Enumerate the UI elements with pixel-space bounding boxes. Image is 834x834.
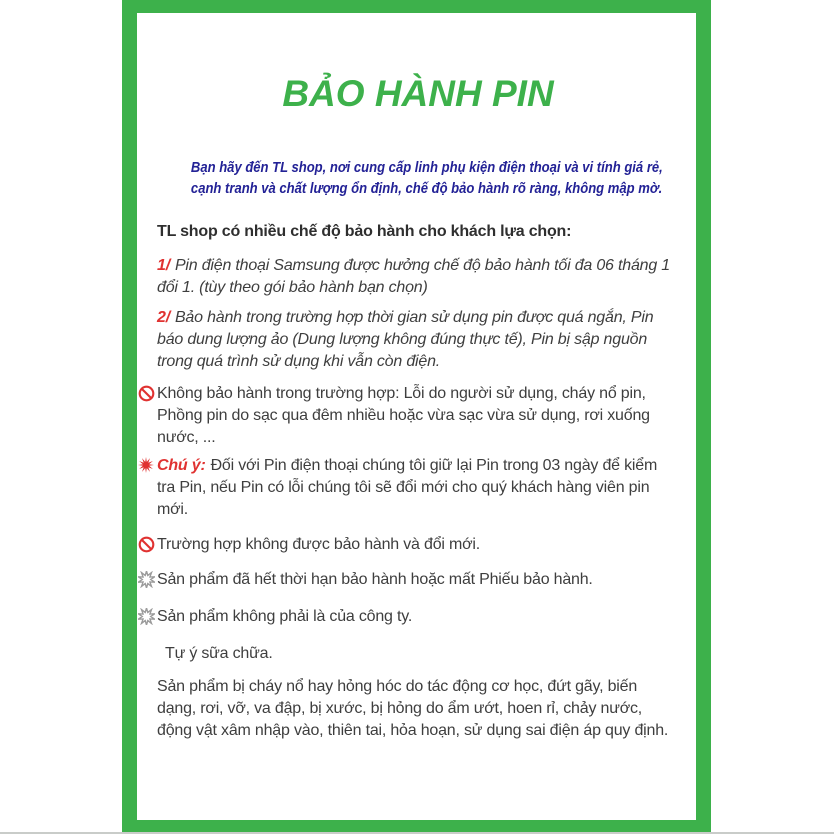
exclusion-text-2: Trường hợp không được bảo hành và đổi mới. (157, 536, 481, 554)
intro-line-2: cạnh tranh và chất lượng ổn định, chế độ bảo hành rõ ràng, không mập mờ. (190, 180, 663, 198)
policy-number-1: 1/ (157, 257, 170, 275)
green-frame (122, 0, 711, 834)
damage-clause-text: Sản phẩm bị cháy nổ hay hỏng hóc do tác động cơ học, đứt gãy, biến dạng, rơi, vỡ, va đập, bị xước, bị hỏng do ẩm ướt, hoen rỉ, chảy nước, động vật xâm nhập vào, thiên tai, hỏa hoạn, sử dụng sai điện áp quy định. (157, 678, 669, 740)
gray-burst-icon (138, 608, 155, 625)
policy-text-1: Pin điện thoại Samsung được hưởng chế độ bảo hành tối đa 06 tháng 1 đổi 1. (tùy theo gói bảo hành bạn chọn) (157, 257, 670, 297)
self-repair-text: Tự ý sữa chữa. (165, 645, 273, 663)
policy-text-2: Bảo hành trong trường hợp thời gian sử dụng pin được quá ngắn, Pin báo dung lượng ảo (Dung lượng không đúng thực tế), Pin bị sập nguồn trong quá trình sử dụng khi vẫn còn điện. (157, 309, 654, 371)
policy-item-2 (157, 307, 679, 373)
void-condition-2 (157, 606, 679, 628)
policy-item-1 (157, 255, 679, 299)
void-condition-text-1: Sản phẩm đã hết thời hạn bảo hành hoặc mất Phiếu bảo hành. (157, 571, 593, 589)
red-burst-icon (138, 457, 155, 474)
note-text: Đối với Pin điện thoại chúng tôi giữ lại Pin trong 03 ngày để kiểm tra Pin, nếu Pin có lỗi chúng tôi sẽ đổi mới cho quý khách hàng viên pin mới. (157, 457, 658, 519)
exclusion-text-1: Không bảo hành trong trường hợp: Lỗi do người sử dụng, cháy nổ pin, Phồng pin do sạc qua đêm nhiều hoặc vừa sạc vừa sử dụng, rơi xuống nước, ... (157, 385, 650, 447)
gray-burst-icon (138, 571, 155, 588)
warranty-page (137, 13, 696, 820)
intro-text (157, 157, 679, 199)
exclusion-item-2 (157, 534, 679, 556)
page-content (137, 72, 696, 742)
void-condition-text-2: Sản phẩm không phải là của công ty. (157, 608, 413, 626)
void-condition-1 (157, 569, 679, 591)
policy-number-2: 2/ (157, 309, 170, 327)
page-title: BẢO HÀNH PIN (282, 73, 554, 114)
section-heading: TL shop có nhiều chế độ bảo hành cho khách lựa chọn: (157, 223, 572, 241)
note-label: Chú ý: (157, 457, 206, 475)
no-entry-icon (138, 385, 155, 402)
no-entry-icon (138, 536, 155, 553)
note-item (157, 455, 679, 521)
intro-line-1: Bạn hãy đến TL shop, nơi cung cấp linh phụ kiện điện thoại và vi tính giá rẻ, (190, 159, 663, 177)
exclusion-item-1 (157, 383, 679, 449)
